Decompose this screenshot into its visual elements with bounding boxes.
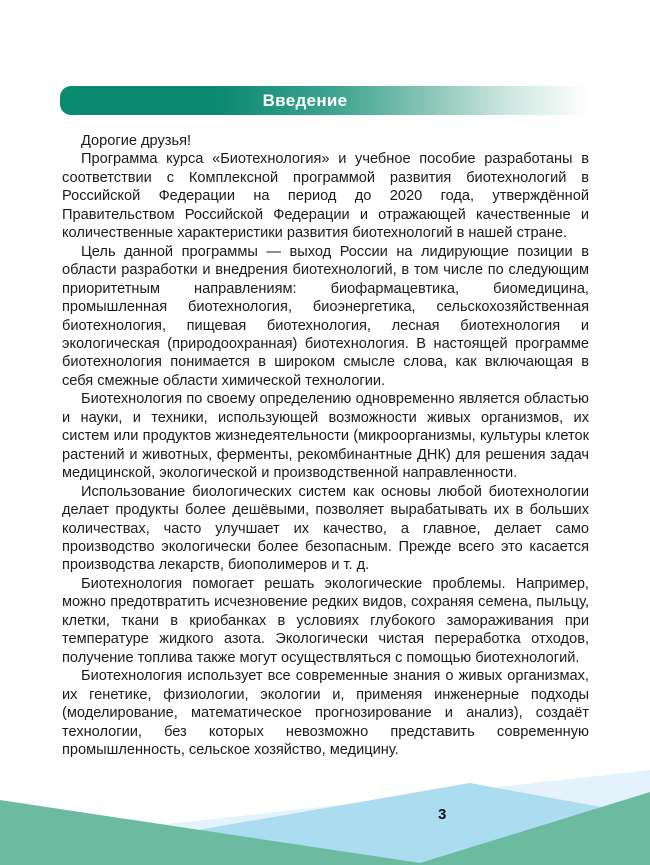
page-title: Введение <box>262 91 348 110</box>
paragraph-ecology: Биотехнология помогает решать экологические проблемы. Например, можно предотвратить исчезновение редких видов, сохраняя семена, пыльцу, клетки, ткани в криобанках в условиях глубокого замораживания при температуре жидкого азота. Экологически чистая переработка отходов, получение топлива также могут осуществляться с помощью биотехнологий. <box>62 575 589 666</box>
paragraph-program-overview: Программа курса «Биотехнология» и учебное пособие разработаны в соответствии с Комплексной программой развития биотехнологий в Российской Федерации на период до 2020 года, утверждённой Правительством Российской Федерации и отражающей качественные и количественные характеристики развития биотехнологий в нашей стране. <box>62 151 589 242</box>
paragraph-definition: Биотехнология по своему определению одновременно является областью и науки, и техники, использующей возможности живых организмов, их систем или продуктов жизнедеятельности (микроорганизмы, культуры клеток растений и животных, ферменты, рекомбинантные ДНК) для решения задач медицинской, экологической и производственной направленности. <box>62 391 589 482</box>
footer-shapes <box>0 770 650 865</box>
paragraph-program-goal: Цель данной программы — выход России на лидирующие позиции в области разработки и внедрения биотехнологий, в том числе по следующим приоритетным направлениям: биофармацевтика, биомедицина, промышленная биотехнология, биоэнергетика, сельскохозяйственная биотехнология, пищевая биотехнология, лесная биотехнология и экологическая (природоохранная) биотехнология. В настоящей программе биотехнология понимается в широком смысле слова, как включающая в себя смежные области химической технологии. <box>62 243 589 389</box>
paragraph-modern-knowledge: Биотехнология использует все современные знания о живых организмах, их генетике, физиологии, экологии и, применяя инженерные подходы (моделирование, математическое прогнозирование и анализ), создаёт технологии, без которых невозможно представить современную промышленность, сельское хозяйство, медицину. <box>62 668 589 758</box>
page-number: 3 <box>438 806 447 823</box>
footer-decoration <box>0 770 650 865</box>
paragraph-biological-systems: Использование биологических систем как основы любой биотехнологии делает продукты более дешёвыми, позволяет вырабатывать их в больших количествах, часто улучшает их качество, а главное, делает само производство экологически более безопасным. Прежде всего это касается производства лекарств, биополимеров и т. д. <box>62 483 589 574</box>
body-text-column <box>62 132 589 759</box>
paragraph-greeting: Дорогие друзья! <box>81 133 192 149</box>
